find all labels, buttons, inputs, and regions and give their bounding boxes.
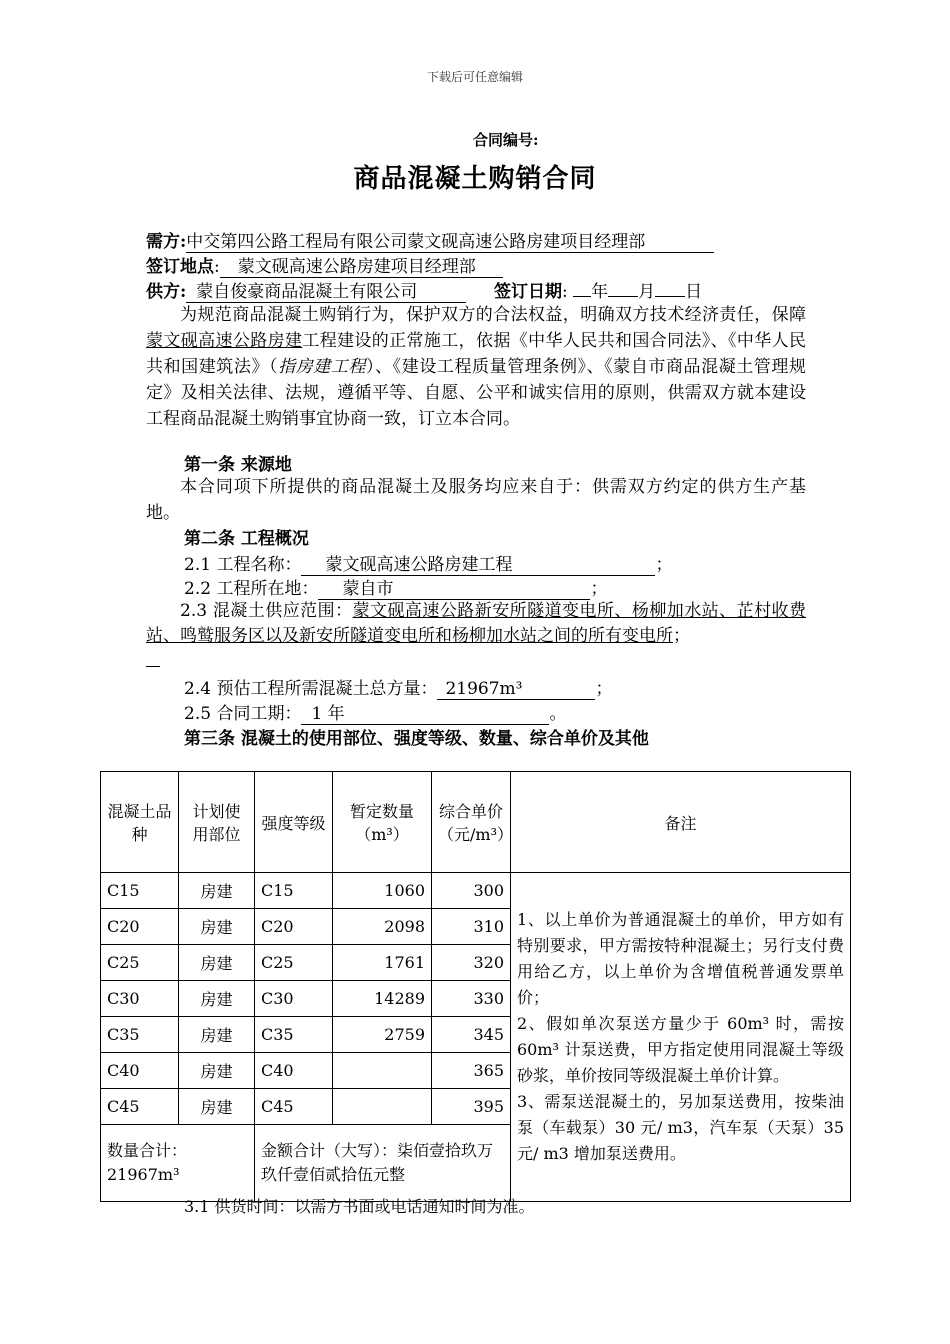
semicolon: ； [590, 579, 608, 599]
table-header-row [101, 772, 851, 873]
table-header: 暂定数量（m³） [333, 772, 432, 873]
cell-qty: 1060 [333, 873, 432, 909]
concrete-volume-value: 21967m³ [437, 679, 595, 700]
remark-1: 1、以上单价为普通混凝土的单价，甲方如有特别要求，甲方需按特种混凝土；另行支付费用给乙方，以上单价为含增值税普通发票单价； [517, 910, 844, 1007]
cell-qty [333, 1053, 432, 1089]
concrete-volume-label: 2.4 预估工程所需混凝土总方量： [184, 679, 438, 699]
table-header: 综合单价（元/m³） [432, 772, 511, 873]
cell-grade: C20 [255, 909, 333, 945]
cell-part: 房建 [179, 873, 255, 909]
article-1-body: 本合同项下所提供的商品混凝土及服务均应来自于：供需双方约定的供方生产基地。 [146, 477, 806, 523]
cell-type: C25 [101, 945, 179, 981]
buyer-line [146, 227, 714, 253]
cell-type: C45 [101, 1089, 179, 1125]
cell-price: 300 [432, 873, 511, 909]
cell-price: 330 [432, 981, 511, 1017]
semicolon: ； [595, 679, 613, 699]
cell-type: C30 [101, 981, 179, 1017]
cell-part: 房建 [179, 1053, 255, 1089]
project-name-value: 蒙文砚高速公路房建工程 [301, 550, 655, 576]
contract-period-label: 2.5 合同工期： [184, 704, 302, 724]
total-amount: 金额合计（大写）：柒佰壹拾玖万玖仟壹佰贰拾伍元整 [255, 1125, 511, 1202]
cell-part: 房建 [179, 945, 255, 981]
cell-price: 365 [432, 1053, 511, 1089]
project-location-label: 2.2 工程所在地： [184, 579, 319, 599]
cell-grade: C35 [255, 1017, 333, 1053]
project-name-label: 2.1 工程名称： [184, 555, 302, 575]
cell-qty: 2098 [333, 909, 432, 945]
table-header: 混凝土品种 [101, 772, 179, 873]
cell-qty [333, 1089, 432, 1125]
cell-price: 310 [432, 909, 511, 945]
cell-qty: 2759 [333, 1017, 432, 1053]
contract-period-line [184, 699, 566, 725]
header-note: 下载后可任意编辑 [426, 70, 523, 84]
cell-grade: C40 [255, 1053, 333, 1089]
place-line [146, 252, 503, 278]
project-name-line [184, 550, 672, 576]
article-2-title: 第二条 工程概况 [184, 529, 309, 549]
supplier-line [146, 277, 466, 303]
article-1-title: 第一条 来源地 [184, 455, 292, 475]
page-title: 商品混凝土购销合同 [353, 164, 597, 194]
intro-text-3: ）、《建设工程质量管理条例》、《蒙自市商品混凝土管理规定》及相关法律、法规，遵循平等、自愿、公平和诚实信用的原则，供需双方就本建设工程商品混凝土购销事宜协商一致，订立本合同。 [146, 357, 807, 429]
date-year: 年 [591, 282, 609, 302]
cell-part: 房建 [179, 909, 255, 945]
supplier-label: 供方: [146, 282, 187, 302]
cell-type: C20 [101, 909, 179, 945]
cell-type: C15 [101, 873, 179, 909]
scope-underline-tail [146, 666, 160, 667]
table-header: 计划使用部位 [179, 772, 255, 873]
price-table [100, 771, 851, 1202]
remarks-cell [511, 873, 851, 1202]
cell-type: C35 [101, 1017, 179, 1053]
supply-scope-value: 蒙文砚高速公路新安所隧道变电所、杨柳加水站、芷村收费站、鸣鹫服务区以及新安所隧道变电所和杨柳加水站之间的所有变电所 [146, 601, 806, 646]
supply-scope-label: 2.3 混凝土供应范围： [180, 601, 353, 621]
supplier-value: 蒙自俊豪商品混凝土有限公司 [186, 277, 466, 303]
period-end: 。 [549, 704, 567, 724]
intro-text-2: 工程建设的正常施工，依据《中华人民共和国合同法》、《中华人民共和国建筑法》（ [146, 331, 807, 377]
cell-qty: 1761 [333, 945, 432, 981]
semicolon: ； [673, 626, 690, 646]
place-value: 蒙文砚高速公路房建项目经理部 [220, 252, 503, 278]
contract-period-value: 1 年 [301, 699, 549, 725]
total-qty-value: 21967m³ [107, 1165, 180, 1184]
cell-part: 房建 [179, 1017, 255, 1053]
semicolon: ； [655, 555, 673, 575]
date-day: 日 [685, 282, 703, 302]
cell-grade: C25 [255, 945, 333, 981]
sign-date-label: 签订日期 [494, 282, 562, 302]
sign-date-separator: : [562, 282, 568, 302]
article-3-title: 第三条 混凝土的使用部位、强度等级、数量、综合单价及其他 [184, 729, 649, 749]
intro-law: 指房建工程 [278, 357, 367, 377]
contract-number-label: 合同编号: [473, 131, 539, 149]
intro-paragraph [146, 302, 806, 432]
date-month: 月 [638, 282, 656, 302]
total-qty-label: 数量合计： [107, 1141, 188, 1160]
cell-price: 320 [432, 945, 511, 981]
table-header: 备注 [511, 772, 851, 873]
sign-date [494, 277, 702, 302]
total-qty-cell [101, 1125, 255, 1202]
cell-price: 395 [432, 1089, 511, 1125]
place-separator: : [214, 257, 220, 277]
intro-text-1: 为规范商品混凝土购销行为，保护双方的合法权益，明确双方技术经济责任，保障 [180, 305, 806, 325]
table-header: 强度等级 [255, 772, 333, 873]
cell-part: 房建 [179, 1089, 255, 1125]
cell-grade: C45 [255, 1089, 333, 1125]
supply-scope [146, 599, 806, 649]
project-location-value: 蒙自市 [318, 574, 590, 600]
cell-grade: C30 [255, 981, 333, 1017]
place-label: 签订地点 [146, 257, 214, 277]
cell-qty: 14289 [333, 981, 432, 1017]
cell-grade: C15 [255, 873, 333, 909]
buyer-value: 中交第四公路工程局有限公司蒙文砚高速公路房建项目经理部 [186, 227, 714, 253]
remark-2: 2、假如单次泵送方量少于 60m³ 时，需按 60m³ 计泵送费，甲方指定使用同混凝土等级砂浆，单价按同等级混凝土单价计算。 [517, 1014, 844, 1085]
table-row [101, 873, 851, 909]
cell-part: 房建 [179, 981, 255, 1017]
project-location-line [184, 574, 607, 600]
remark-3: 3、需泵送混凝土的，另加泵送费用，按柴油泵（车载泵）30 元/ m3，汽车泵（天泵）35 元/ m3 增加泵送费用。 [517, 1092, 844, 1163]
concrete-volume-line [184, 674, 612, 700]
cell-type: C40 [101, 1053, 179, 1089]
cell-price: 345 [432, 1017, 511, 1053]
supply-time: 3.1 供货时间：以需方书面或电话通知时间为准。 [184, 1197, 535, 1216]
buyer-label: 需方: [146, 232, 187, 252]
intro-project: 蒙文砚高速公路房建 [146, 331, 303, 351]
